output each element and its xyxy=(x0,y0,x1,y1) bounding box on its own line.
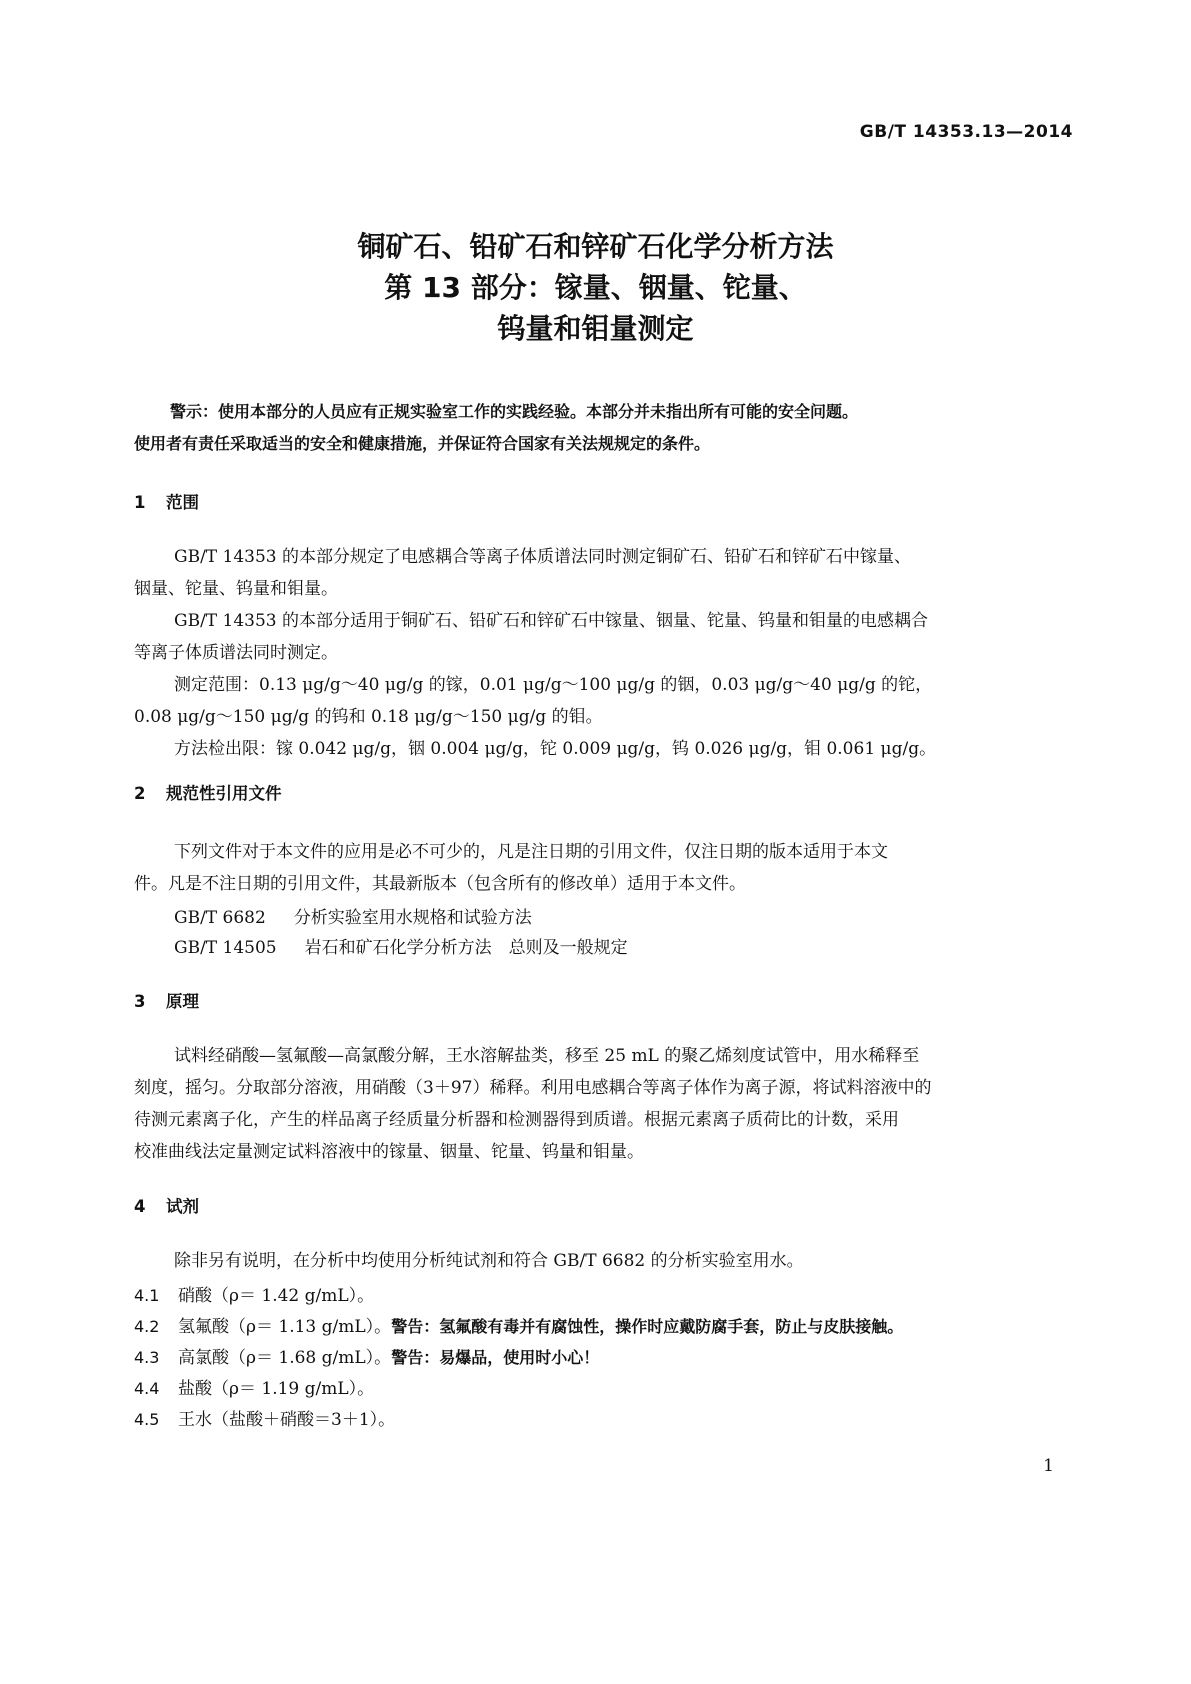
reagents-intro xyxy=(134,1245,1054,1277)
reagent-number: 4.5 xyxy=(134,1410,160,1429)
scope-p3-line1: 测定范围：0.13 μg/g～40 μg/g 的镓，0.01 μg/g～100 μg/g 的铟，0.03 μg/g～40 μg/g 的铊， xyxy=(174,675,933,695)
title-line-1: 铜矿石、铅矿石和锌矿石化学分析方法 xyxy=(357,230,834,263)
reagent-item xyxy=(134,1374,374,1399)
scope-p2-line2: 等离子体质谱法同时测定。 xyxy=(134,643,338,663)
principle-line4: 校准曲线法定量测定试料溶液中的镓量、铟量、铊量、钨量和钼量。 xyxy=(134,1142,644,1162)
scope-p3-line2: 0.08 μg/g～150 μg/g 的钨和 0.18 μg/g～150 μg/g 的钼。 xyxy=(134,707,603,727)
section-title: 原理 xyxy=(166,992,199,1011)
reagent-number: 4.3 xyxy=(134,1348,160,1367)
reagent-warning: 警告：氢氟酸有毒并有腐蚀性，操作时应戴防腐手套，防止与皮肤接触。 xyxy=(391,1317,904,1336)
reference-item xyxy=(174,933,628,958)
principle-line3: 待测元素离子化，产生的样品离子经质量分析器和检测器得到质谱。根据元素离子质荷比的计数，采用 xyxy=(134,1110,899,1130)
reagent-text: 硝酸（ρ＝ 1.42 g/mL）。 xyxy=(178,1286,375,1306)
principle-line1: 试料经硝酸—氢氟酸—高氯酸分解，王水溶解盐类，移至 25 mL 的聚乙烯刻度试管中，用水稀释至 xyxy=(174,1046,920,1066)
reagent-item xyxy=(134,1343,599,1368)
title-line-3: 钨量和钼量测定 xyxy=(497,312,694,345)
reference-item xyxy=(174,903,532,928)
principle-line2: 刻度，摇匀。分取部分溶液，用硝酸（3＋97）稀释。利用电感耦合等离子体作为离子源，将试料溶液中的 xyxy=(134,1078,932,1098)
reference-title: 分析实验室用水规格和试验方法 xyxy=(293,908,532,928)
reagent-item xyxy=(134,1281,374,1306)
reference-code: GB/T 6682 xyxy=(174,908,266,928)
reagent-item xyxy=(134,1405,395,1430)
section-title: 规范性引用文件 xyxy=(166,784,282,803)
references-paragraph xyxy=(134,836,1054,900)
safety-warning xyxy=(134,396,1054,460)
section-heading-reagents xyxy=(134,1193,199,1217)
scope-paragraph xyxy=(134,541,1054,765)
section-number: 1 xyxy=(134,493,146,512)
section-heading-scope xyxy=(134,489,199,513)
reagent-number: 4.4 xyxy=(134,1379,160,1398)
title-line-2: 第 13 部分：镓量、铟量、铊量、 xyxy=(384,271,807,304)
principle-paragraph xyxy=(134,1040,1054,1168)
references-p1-line2: 件。凡是不注日期的引用文件，其最新版本（包含所有的修改单）适用于本文件。 xyxy=(134,874,746,894)
reagents-intro-line: 除非另有说明，在分析中均使用分析纯试剂和符合 GB/T 6682 的分析实验室用水。 xyxy=(174,1251,804,1271)
reagent-text: 高氯酸（ρ＝ 1.68 g/mL）。 xyxy=(178,1348,392,1368)
scope-p1-line2: 铟量、铊量、钨量和钼量。 xyxy=(134,579,338,599)
reagent-number: 4.2 xyxy=(134,1317,160,1336)
references-p1-line1: 下列文件对于本文件的应用是必不可少的，凡是注日期的引用文件，仅注日期的版本适用于本文 xyxy=(174,842,888,862)
section-heading-principle xyxy=(134,988,199,1012)
reagent-number: 4.1 xyxy=(134,1286,160,1305)
section-number: 4 xyxy=(134,1197,146,1216)
page-number: 1 xyxy=(1043,1456,1054,1476)
section-number: 3 xyxy=(134,992,146,1011)
warning-line-1: 警示：使用本部分的人员应有正规实验室工作的实践经验。本部分并未指出所有可能的安全问题。 xyxy=(170,402,859,421)
document-title xyxy=(0,226,1191,349)
reagent-text: 盐酸（ρ＝ 1.19 g/mL）。 xyxy=(178,1379,375,1399)
reference-code: GB/T 14505 xyxy=(174,938,277,958)
scope-p1-line1: GB/T 14353 的本部分规定了电感耦合等离子体质谱法同时测定铜矿石、铅矿石和锌矿石中镓量、 xyxy=(174,547,912,567)
reagent-warning: 警告：易爆品，使用时小心！ xyxy=(391,1348,600,1367)
section-heading-normative-references xyxy=(134,780,282,804)
warning-line-2: 使用者有责任采取适当的安全和健康措施，并保证符合国家有关法规规定的条件。 xyxy=(134,434,711,453)
reagent-item xyxy=(134,1312,903,1337)
scope-p4-line1: 方法检出限：镓 0.042 μg/g，铟 0.004 μg/g，铊 0.009 μg/g，钨 0.026 μg/g，钼 0.061 μg/g。 xyxy=(174,739,937,759)
scope-p2-line1: GB/T 14353 的本部分适用于铜矿石、铅矿石和锌矿石中镓量、铟量、铊量、钨量和钼量的电感耦合 xyxy=(174,611,929,631)
standard-number: GB/T 14353.13—2014 xyxy=(859,122,1073,142)
reference-title: 岩石和矿石化学分析方法 总则及一般规定 xyxy=(304,938,628,958)
reagent-text: 氢氟酸（ρ＝ 1.13 g/mL）。 xyxy=(178,1317,392,1337)
section-title: 范围 xyxy=(166,493,199,512)
section-number: 2 xyxy=(134,784,146,803)
reagent-text: 王水（盐酸＋硝酸＝3＋1）。 xyxy=(178,1410,396,1430)
section-title: 试剂 xyxy=(166,1197,199,1216)
